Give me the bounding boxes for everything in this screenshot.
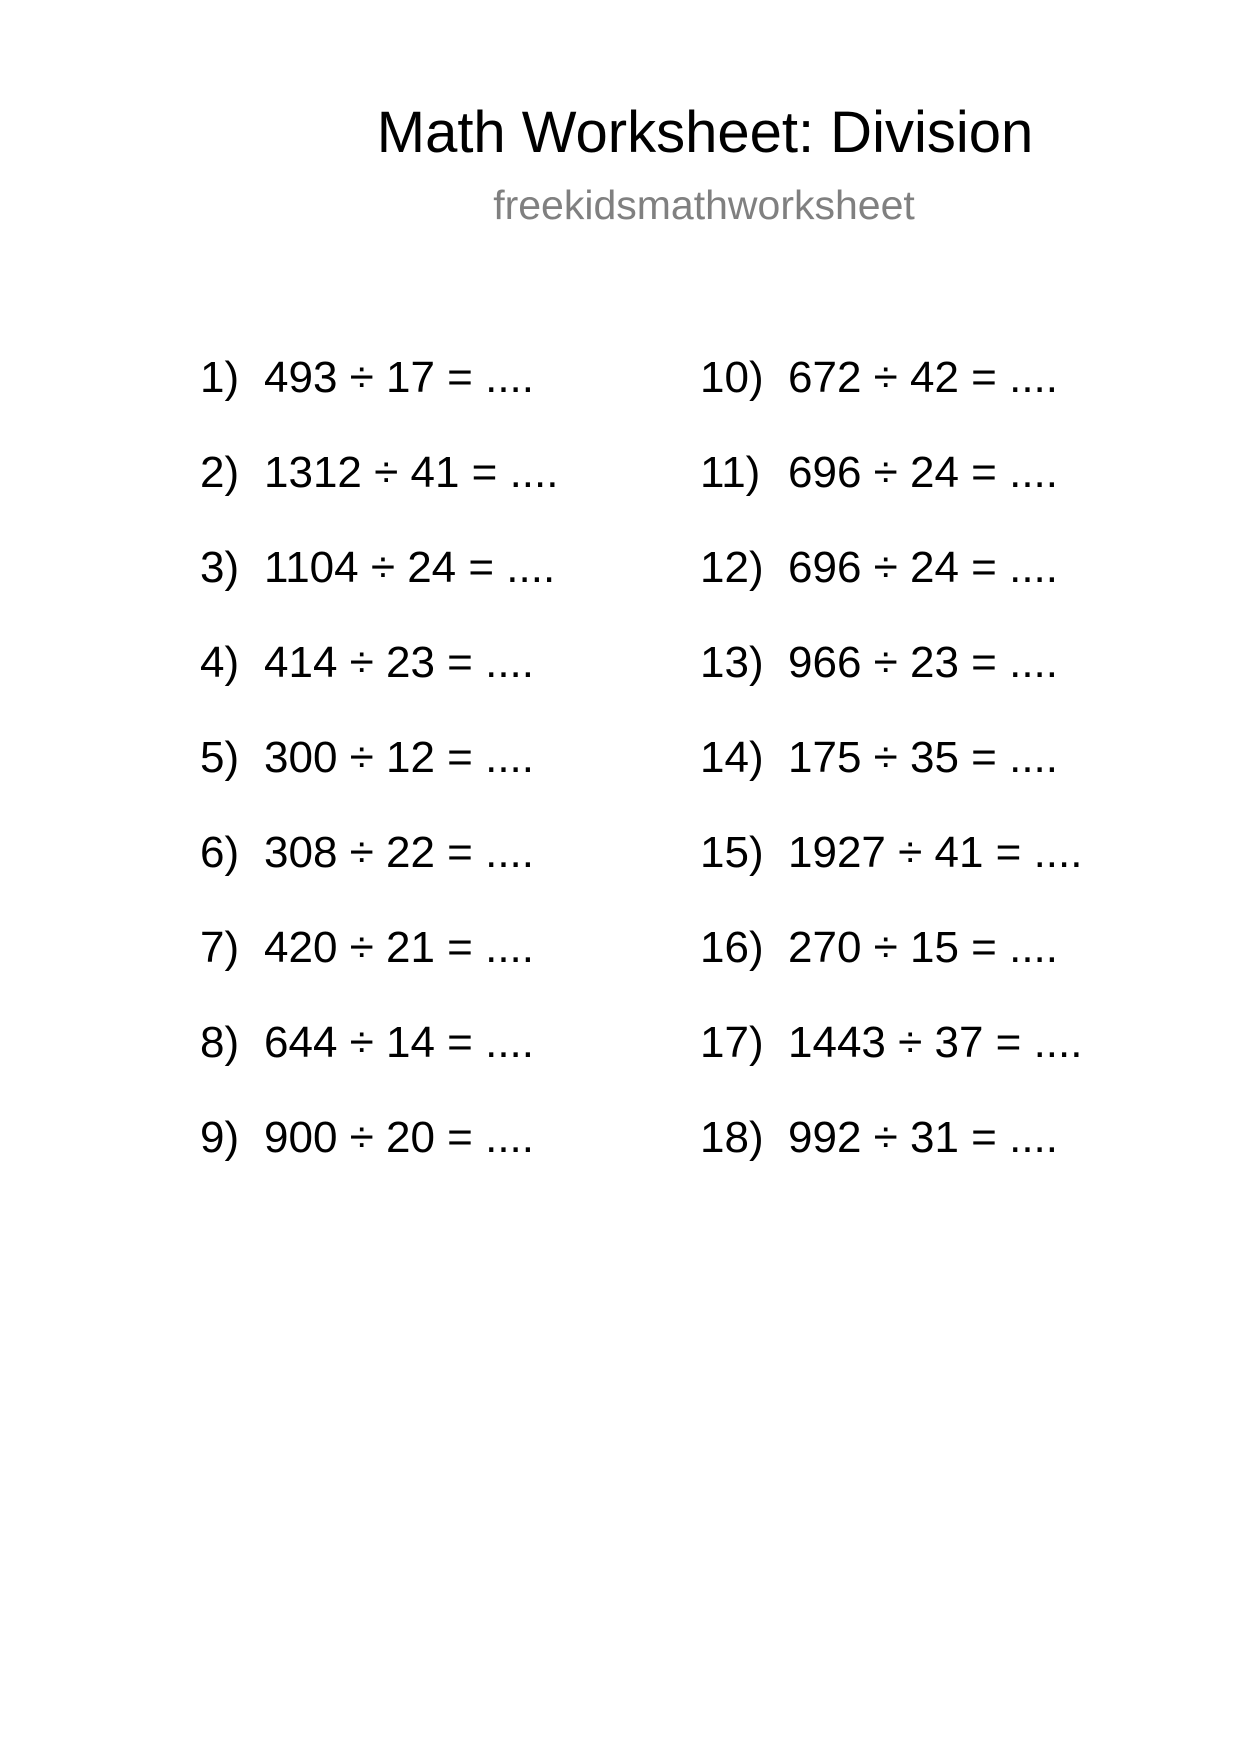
problem-expression: 414 ÷ 23 = .... (264, 638, 534, 687)
problem-expression: 175 ÷ 35 = .... (788, 733, 1058, 782)
problem-column-left (200, 348, 558, 1203)
problem-item (700, 443, 1082, 538)
problem-number: 10) (700, 353, 764, 402)
problem-expression: 1927 ÷ 41 = .... (788, 828, 1083, 877)
problem-expression: 270 ÷ 15 = .... (788, 923, 1058, 972)
problem-expression: 966 ÷ 23 = .... (788, 638, 1058, 687)
problem-item (200, 443, 558, 538)
problem-number: 3) (200, 543, 240, 592)
problem-expression: 493 ÷ 17 = .... (264, 353, 534, 402)
problem-number: 2) (200, 448, 240, 497)
problem-expression: 644 ÷ 14 = .... (264, 1018, 534, 1067)
problem-item (200, 823, 558, 918)
problem-expression: 992 ÷ 31 = .... (788, 1113, 1058, 1162)
problem-item (200, 1108, 558, 1203)
problem-number: 9) (200, 1113, 240, 1162)
problem-item (700, 1013, 1082, 1108)
problem-item (700, 1108, 1082, 1203)
problem-number: 6) (200, 828, 240, 877)
problem-column-right (700, 348, 1082, 1203)
problem-item (200, 538, 558, 633)
problem-number: 18) (700, 1113, 764, 1162)
problem-number: 8) (200, 1018, 240, 1067)
problem-number: 11) (700, 448, 761, 497)
problem-item (700, 918, 1082, 1013)
problem-item (200, 348, 558, 443)
problem-number: 5) (200, 733, 240, 782)
problem-number: 12) (700, 543, 764, 592)
problem-item (700, 348, 1082, 443)
problem-expression: 672 ÷ 42 = .... (788, 353, 1058, 402)
problem-expression: 300 ÷ 12 = .... (264, 733, 534, 782)
problem-number: 16) (700, 923, 764, 972)
problem-expression: 900 ÷ 20 = .... (264, 1113, 534, 1162)
problem-number: 15) (700, 828, 764, 877)
problem-item (200, 728, 558, 823)
problem-item (700, 538, 1082, 633)
problem-item (700, 823, 1082, 918)
problem-item (200, 918, 558, 1013)
problem-item (700, 633, 1082, 728)
problem-item (200, 633, 558, 728)
problem-expression: 696 ÷ 24 = .... (788, 448, 1058, 497)
worksheet-title: Math Worksheet: Division (376, 100, 1034, 165)
problem-expression: 696 ÷ 24 = .... (788, 543, 1058, 592)
problem-number: 13) (700, 638, 764, 687)
problem-expression: 1443 ÷ 37 = .... (788, 1018, 1083, 1067)
problem-number: 17) (700, 1018, 764, 1067)
problem-number: 14) (700, 733, 764, 782)
problem-item (200, 1013, 558, 1108)
problem-number: 4) (200, 638, 240, 687)
worksheet-subtitle: freekidsmathworksheet (493, 182, 915, 228)
problem-expression: 1312 ÷ 41 = .... (264, 448, 559, 497)
problem-expression: 420 ÷ 21 = .... (264, 923, 534, 972)
problem-item (700, 728, 1082, 823)
problem-expression: 1104 ÷ 24 = .... (264, 543, 556, 592)
problem-expression: 308 ÷ 22 = .... (264, 828, 534, 877)
problem-number: 1) (200, 353, 240, 402)
problem-number: 7) (200, 923, 240, 972)
